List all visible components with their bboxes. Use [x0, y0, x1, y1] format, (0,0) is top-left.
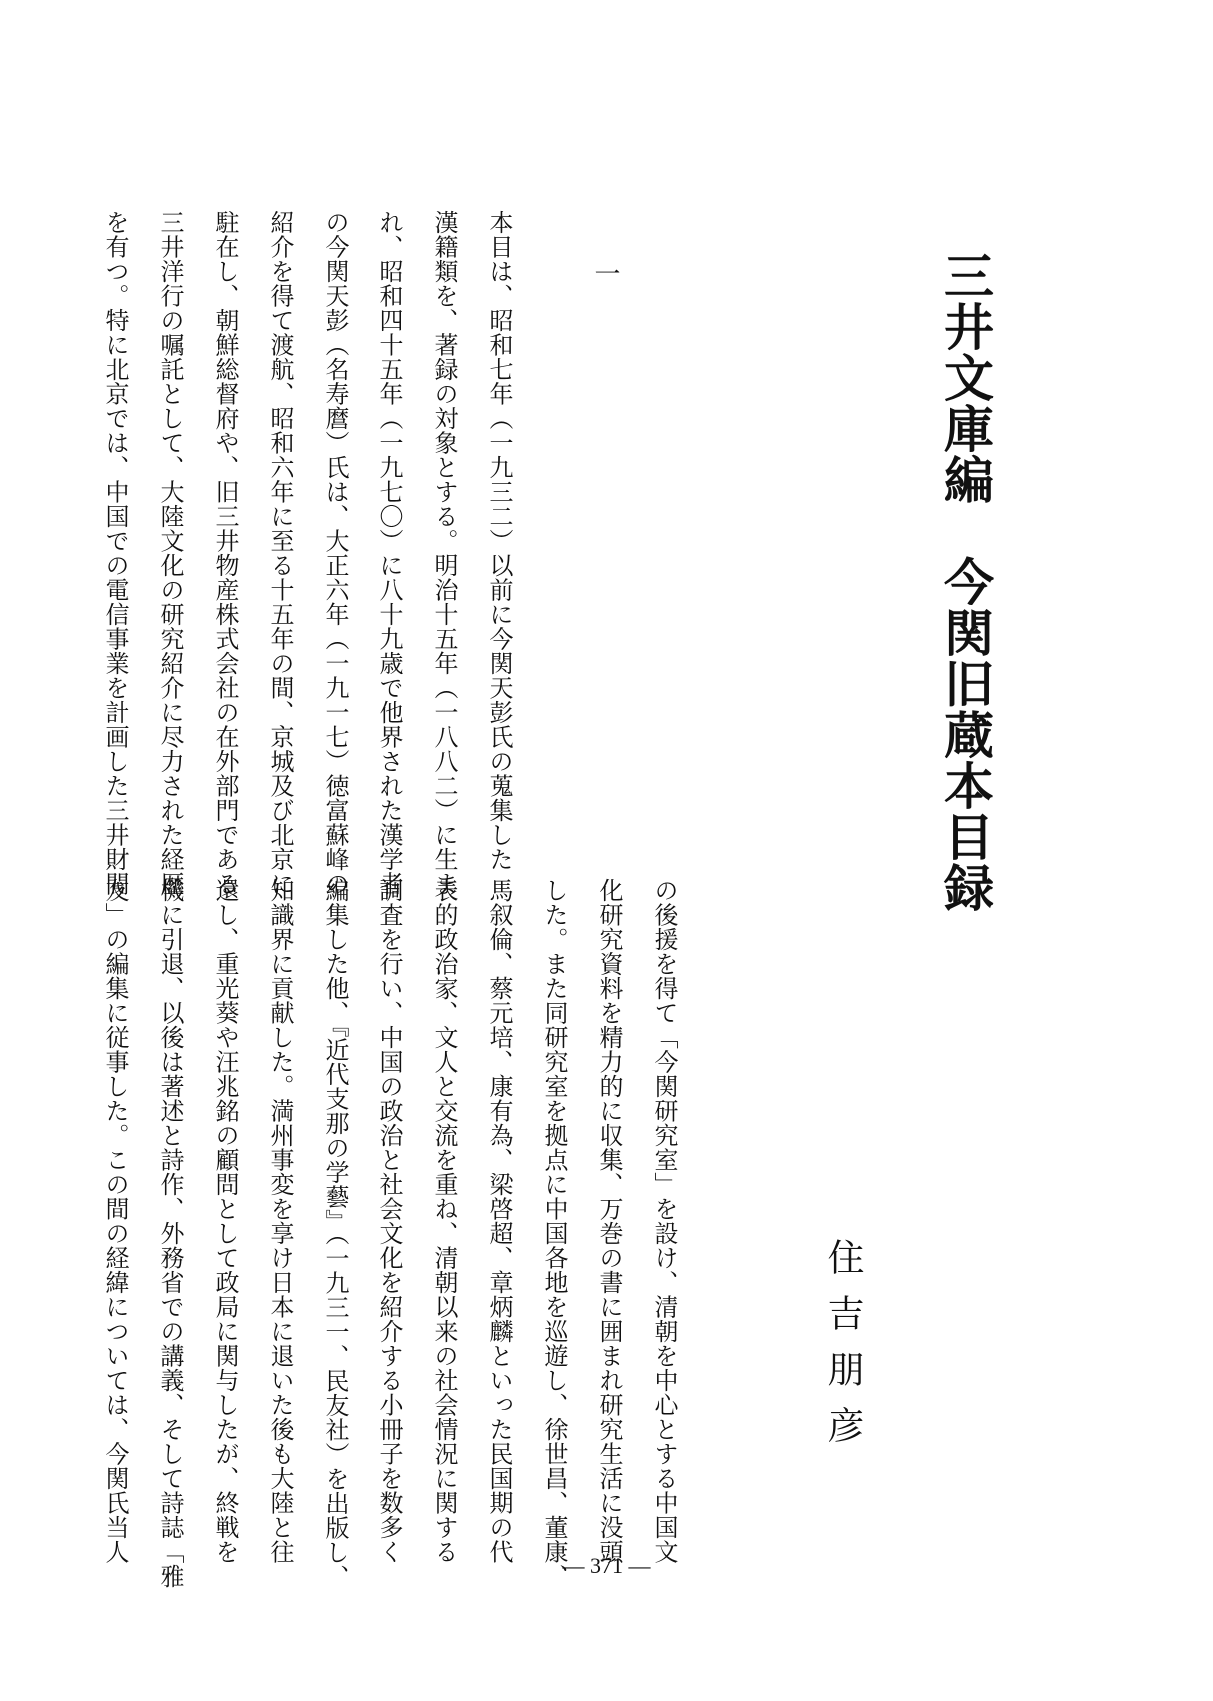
text-column: 表的政治家、文人と交流を重ね、清朝以来の社会情況に関する: [430, 878, 458, 1564]
text-column: 友」の編集に従事した。この間の経緯については、今関氏当人: [101, 878, 129, 1564]
text-column: 機に引退、以後は著述と詩作、外務省での講義、そして詩誌「雅: [156, 878, 184, 1589]
text-column: 知識界に貢献した。満州事変を享け日本に退いた後も大陸と往: [266, 878, 294, 1564]
text-column: 本目は、昭和七年（一九三二）以前に今関天彭氏の蒐集した: [485, 210, 513, 872]
text-column: 化研究資料を精力的に収集、万巻の書に囲まれ研究生活に没頭: [595, 878, 623, 1564]
text-column: 編集した他、『近代支那の学藝』（一九三一、民友社）を出版し、: [321, 878, 349, 1589]
text-column: した。また同研究室を拠点に中国各地を巡遊し、徐世昌、董康、: [540, 878, 568, 1589]
text-column: 漢籍類を、著録の対象とする。明治十五年（一八八二）に生ま: [430, 210, 458, 896]
text-column: 還し、重光葵や汪兆銘の顧問として政局に関与したが、終戦を: [211, 878, 239, 1564]
article-author: 住吉朋彦: [821, 1238, 864, 1462]
text-column: の今関天彭（名寿麿）氏は、大正六年（一九一七）徳富蘇峰の: [321, 210, 349, 896]
text-column: れ、昭和四十五年（一九七〇）に八十九歳で他界された漢学者: [375, 210, 403, 896]
article-title: 三井文庫編 今関旧蔵本目録: [936, 250, 995, 913]
text-column: 馬叙倫、蔡元培、康有為、梁啓超、章炳麟といった民国期の代: [485, 878, 513, 1564]
text-column: 調査を行い、中国の政治と社会文化を紹介する小冊子を数多く: [375, 878, 403, 1564]
section-number: 一: [590, 260, 620, 286]
text-column: を有つ。特に北京では、中国での電信事業を計画した三井財閥: [101, 210, 129, 896]
page-number: ― 371 ―: [562, 1553, 651, 1578]
text-column: 紹介を得て渡航、昭和六年に至る十五年の間、京城及び北京に: [266, 210, 294, 896]
text-column: 三井洋行の嘱託として、大陸文化の研究紹介に尽力された経歴: [156, 210, 184, 896]
text-column: 駐在し、朝鮮総督府や、旧三井物産株式会社の在外部門である: [211, 210, 239, 896]
text-column: の後援を得て「今関研究室」を設け、清朝を中心とする中国文: [650, 878, 678, 1564]
